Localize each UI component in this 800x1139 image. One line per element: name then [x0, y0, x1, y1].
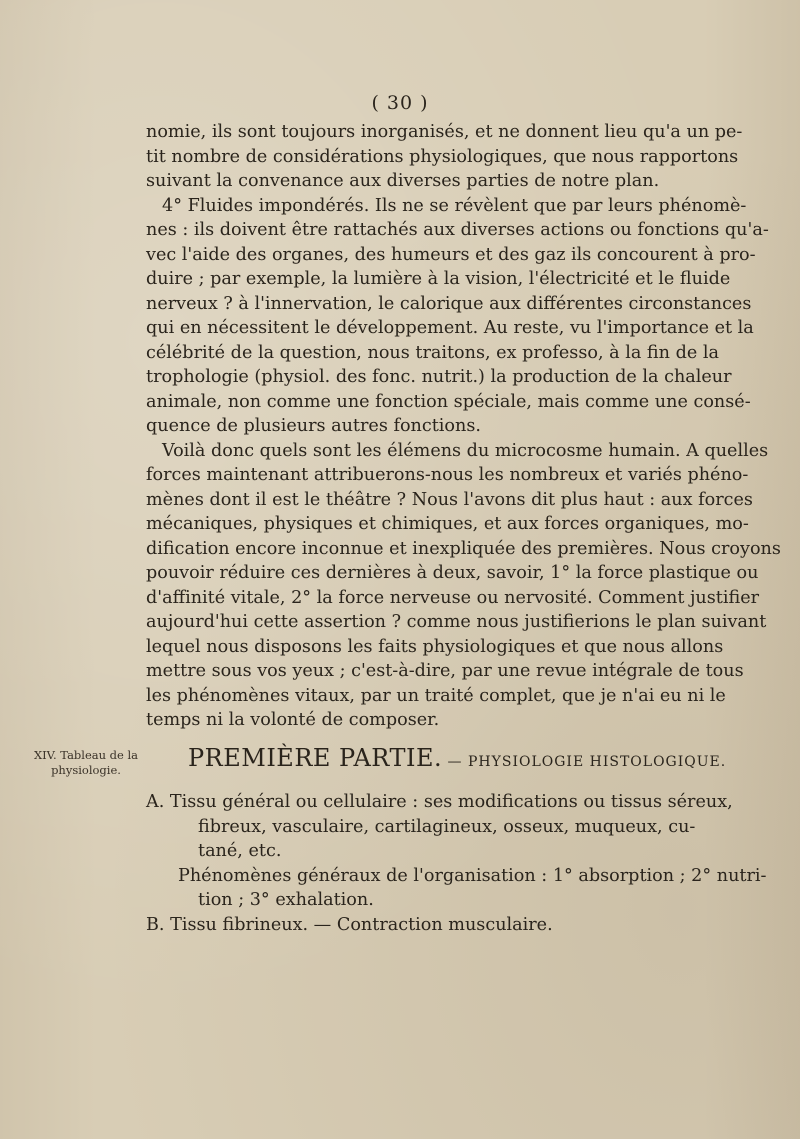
- text-line: lequel nous disposons les faits physiologiques et que nous allons: [146, 636, 724, 657]
- text-line: vec l'aide des organes, des humeurs et des gaz ils concourent à pro-: [146, 244, 756, 265]
- text-line: les phénomènes vitaux, par un traité complet, que je n'ai eu ni le: [146, 685, 726, 706]
- part-heading: [188, 744, 726, 772]
- text-line: trophologie (physiol. des fonc. nutrit.) la production de la chaleur: [146, 367, 732, 387]
- text-line: suivant la convenance aux diverses parties de notre plan.: [146, 171, 660, 191]
- text-line: nes : ils doivent être rattachés aux diverses actions ou fonctions qu'a-: [146, 220, 769, 240]
- text-line: célébrité de la question, nous traitons, ex professo, à la fin de la: [146, 342, 719, 363]
- outline-item: [146, 913, 708, 938]
- outline-item: [146, 839, 708, 864]
- outline-text: Tissu fibrineux. — Contraction musculaire.: [170, 914, 553, 935]
- text-line: duire ; par exemple, la lumière à la vision, l'électricité et le fluide: [146, 269, 731, 289]
- outline-label: A.: [146, 792, 165, 812]
- text-line: forces maintenant attribuerons-nous les nombreux et variés phéno-: [146, 465, 749, 485]
- outline-text: fibreux, vasculaire, cartilagineux, osseux, muqueux, cu-: [198, 816, 696, 837]
- text-line: animale, non comme une fonction spéciale, mais comme une consé-: [146, 391, 751, 412]
- text-line: aujourd'hui cette assertion ? comme nous justifierions le plan suivant: [146, 612, 767, 632]
- text-line: nomie, ils sont toujours inorganisés, et ne donnent lieu qu'a un pe-: [146, 122, 743, 142]
- text-line: Voilà donc quels sont les élémens du microcosme humain. A quelles: [162, 440, 769, 461]
- text-line: qui en nécessitent le développement. Au reste, vu l'importance et la: [146, 318, 754, 338]
- text-line: dification encore inconnue et inexpliquée des premières. Nous croyons: [146, 538, 781, 559]
- outline-item: [146, 864, 767, 889]
- part-subtitle: PHYSIOLOGIE HISTOLOGIQUE.: [468, 754, 727, 770]
- outline-item: [146, 790, 733, 815]
- text-line: tit nombre de considérations physiologiques, que nous rapportons: [146, 146, 739, 167]
- page-number: ( 30 ): [371, 92, 429, 114]
- text-line: quence de plusieurs autres fonctions.: [146, 416, 481, 436]
- text-line: d'affinité vitale, 2° la force nerveuse ou nervosité. Comment justifier: [146, 587, 760, 608]
- text-line: nerveux ? à l'innervation, le calorique aux différentes circonstances: [146, 293, 752, 314]
- outline-text: Tissu général ou cellulaire : ses modifications ou tissus séreux,: [169, 792, 733, 812]
- text-line: mènes dont il est le théâtre ? Nous l'avons dit plus haut : aux forces: [146, 489, 753, 510]
- text-line: mécaniques, physiques et chimiques, et aux forces organiques, mo-: [146, 514, 749, 534]
- outline-label: B.: [146, 914, 165, 935]
- text-line: mettre sous vos yeux ; c'est-à-dire, par une revue intégrale de tous: [146, 661, 744, 681]
- margin-note: XIV. Tableau de la physiologie.: [33, 748, 139, 777]
- text-line: pouvoir réduire ces dernières à deux, savoir, 1° la force plastique ou: [146, 563, 759, 583]
- outline-item: [146, 815, 708, 840]
- part-title: PREMIÈRE PARTIE.: [188, 744, 443, 772]
- text-line: temps ni la volonté de composer.: [146, 710, 440, 730]
- outline-text: tané, etc.: [198, 841, 282, 861]
- body-text: [146, 120, 781, 733]
- outline-text: tion ; 3° exhalation.: [198, 890, 374, 910]
- text-line: 4° Fluides impondérés. Ils ne se révèlent que par leurs phénomè-: [162, 195, 747, 216]
- outline: [146, 790, 767, 937]
- outline-item: [146, 888, 708, 913]
- part-dash: —: [442, 754, 468, 770]
- outline-text: Phénomènes généraux de l'organisation : 1° absorption ; 2° nutri-: [178, 865, 767, 886]
